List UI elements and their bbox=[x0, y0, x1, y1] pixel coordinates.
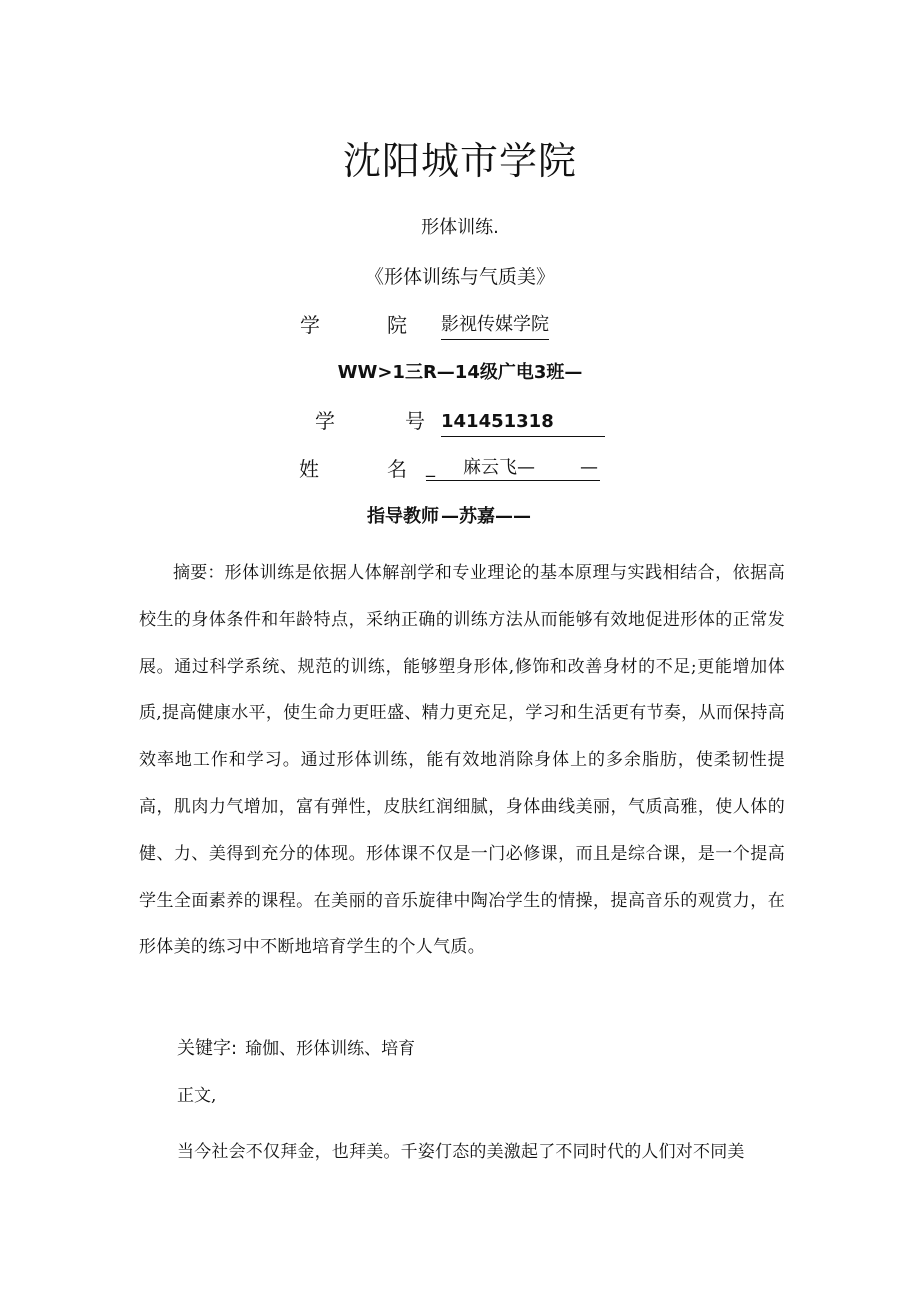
name-label-char-2: 名 bbox=[387, 457, 407, 481]
name-label-char-1: 姓 bbox=[299, 457, 319, 481]
keywords-line bbox=[177, 1035, 415, 1063]
advisor-label: 指导教师 bbox=[367, 506, 439, 527]
keywords-colon: : bbox=[231, 1038, 238, 1059]
student-id-label-char-2: 号 bbox=[405, 409, 425, 433]
advisor-value: —苏嘉—— bbox=[441, 506, 531, 527]
paper-title: 《形体训练与气质美》 bbox=[364, 266, 555, 288]
body-first-line: 当今社会不仅拜金，也拜美。千姿仃态的美激起了不同时代的人们对不同美 bbox=[177, 1142, 745, 1162]
college-label-char-1: 学 bbox=[300, 313, 320, 337]
college-label-char-2: 院 bbox=[387, 313, 407, 337]
name-prefix: _ bbox=[426, 457, 435, 478]
abstract-paragraph bbox=[139, 550, 785, 971]
body-heading: 正文, bbox=[177, 1086, 217, 1106]
course-name: 形体训练. bbox=[421, 217, 499, 238]
student-id-label-char-1: 学 bbox=[315, 409, 335, 433]
abstract-label: 摘要： bbox=[173, 563, 225, 583]
class-line: WW>1三R—14级广电3班— bbox=[337, 362, 583, 383]
name-value: 麻云飞— bbox=[463, 457, 535, 478]
abstract-text: 形体训练是依据人体解剖学和专业理论的基本原理与实践相结合，依据高校生的身体条件和年龄特点，采纳正确的训练方法从而能够有效地促进形体的正常发展。通过科学系统、规范的训练，能够塑身形体,修饰和改善身材的不足;更能增加体质,提高健康水平，使生命力更旺盛、精力更充足，学习和生活更有节奏，从而保持高效率地工作和学习。通过形体训练，能有效地消除身体上的多余脂肪，使柔韧性提高，肌肉力气增加，富有弹性，皮肤红润细腻，身体曲线美丽，气质高雅，使人体的健、力、美得到充分的体现。形体课不仅是一门必修课，而且是综合课，是一个提高学生全面素养的课程。在美丽的音乐旋律中陶冶学生的情操，提高音乐的观赏力，在形体美的练习中不断地培育学生的个人气质。 bbox=[139, 563, 785, 958]
keywords-label: 关键字 bbox=[177, 1038, 231, 1059]
keywords-value: 瑜伽、形体训练、培育 bbox=[245, 1039, 416, 1059]
university-title: 沈阳城市学院 bbox=[342, 139, 577, 183]
student-id-value: 141451318 bbox=[441, 408, 605, 437]
college-value: 影视传媒学院 bbox=[441, 311, 549, 340]
name-suffix: — bbox=[580, 457, 598, 478]
